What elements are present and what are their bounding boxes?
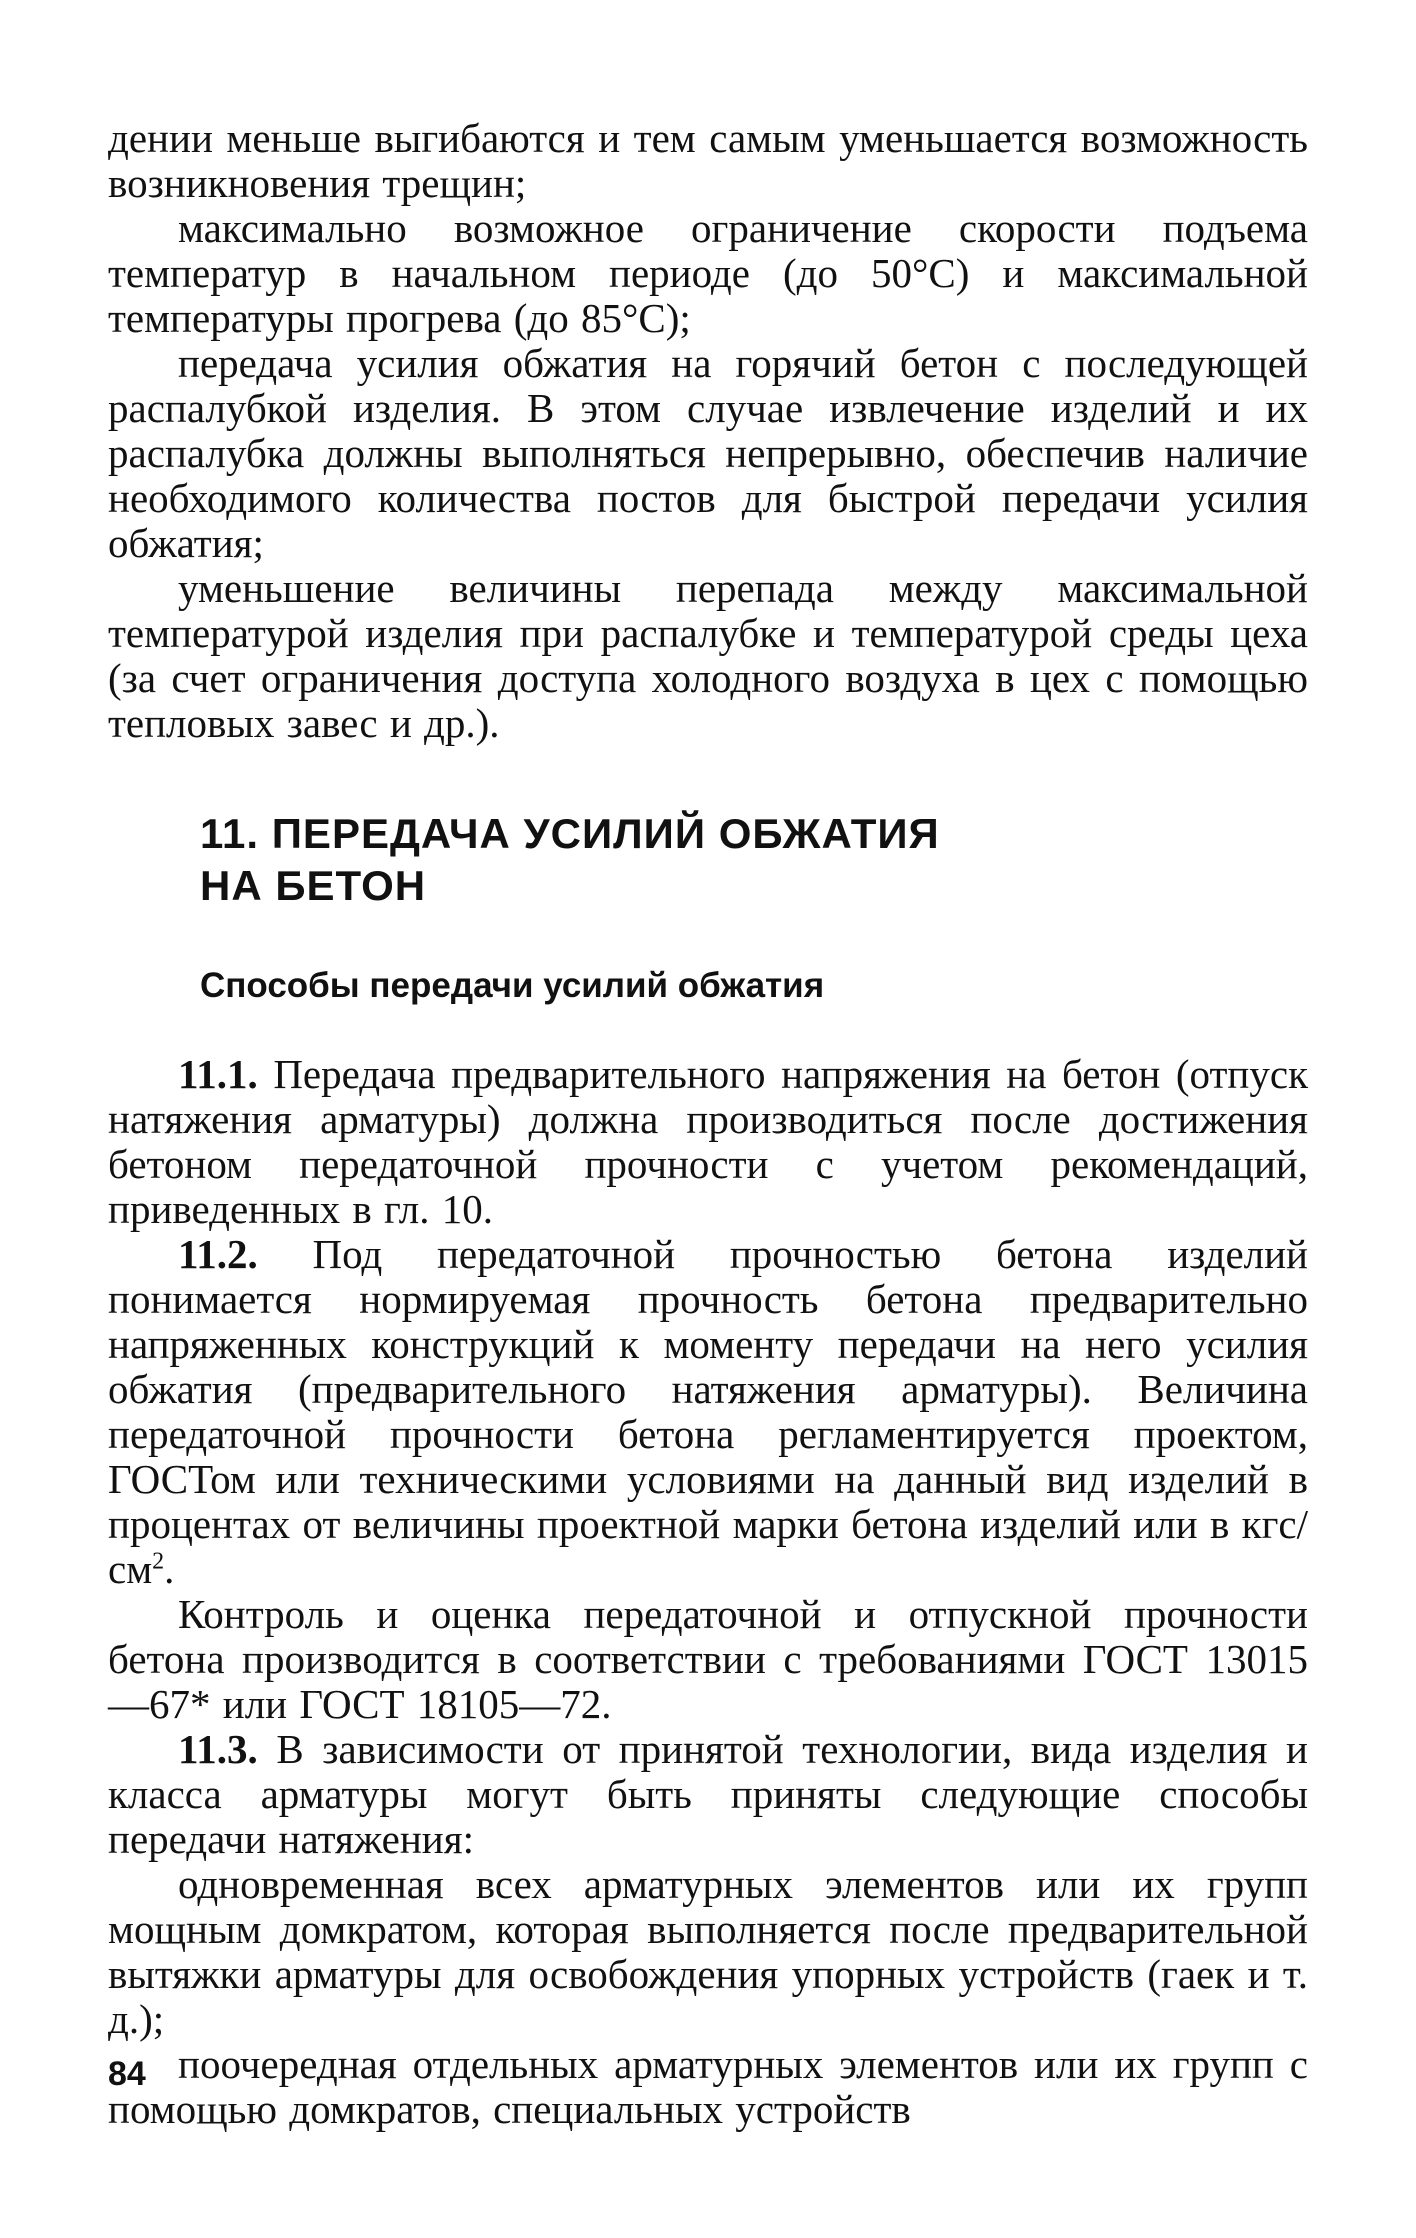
list-item-sequential: поочередная отдельных арматурных элементов или их групп с помощью домкратов, специальных устройств xyxy=(108,2041,1308,2132)
subsection-heading: Способы передачи усилий обжатия xyxy=(200,966,825,1005)
clause-end: . xyxy=(164,1546,175,1592)
list-item-simultaneous: одновременная всех арматурных элементов или их групп мощным домкратом, которая выполняется после предварительной вытяжки арматуры для освобождения упорных устройств (гаек и т. д.); xyxy=(108,1861,1308,2042)
paragraph-temperature-difference: уменьшение величины перепада между максимальной температурой изделия при распалубке и температурой среды цеха (за счет ограничения доступа холодного воздуха в цех с помощью тепловых завес и др.). xyxy=(108,565,1308,746)
clause-11-2 xyxy=(108,1232,1308,1592)
clause-11-3 xyxy=(108,1727,1308,1862)
clause-number: 11.2. xyxy=(178,1231,258,1277)
section-heading xyxy=(200,808,1308,912)
section-heading-line2: НА БЕТОН xyxy=(200,862,427,909)
page-number: 84 xyxy=(108,2055,146,2093)
clause-11-1 xyxy=(108,1052,1308,1232)
clause-text: Передача предварительного напряжения на бетон (отпуск натяжения арматуры) должна производиться после достижения бетоном передаточной прочности с учетом рекомендаций, приведенных в гл. 10. xyxy=(108,1051,1308,1232)
clause-number: 11.1. xyxy=(178,1051,258,1097)
section-heading-line1: 11. ПЕРЕДАЧА УСИЛИЙ ОБЖАТИЯ xyxy=(200,810,940,857)
paragraph-hot-concrete-transfer: передача усилия обжатия на горячий бетон с последующей распалубкой изделия. В этом случае извлечение изделий и их распалубка должны выполняться непрерывно, обеспечив наличие необходимого количества постов для быстрой передачи усилия обжатия; xyxy=(108,340,1308,566)
paragraph-temperature-limit: максимально возможное ограничение скорости подъема температур в начальном периоде (до 50°С) и максимальной температуры прогрева (до 85°С); xyxy=(108,205,1308,341)
clause-number: 11.3. xyxy=(178,1726,258,1772)
paragraph-control: Контроль и оценка передаточной и отпускной прочности бетона производится в соответствии с требованиями ГОСТ 13015—67* или ГОСТ 18105—72. xyxy=(108,1591,1308,1727)
page-content xyxy=(108,116,1308,2132)
paragraph-continuation: дении меньше выгибаются и тем самым уменьшается возможность возникновения трещин; xyxy=(108,115,1308,206)
clause-text: В зависимости от принятой технологии, вида изделия и класса арматуры могут быть приняты следующие способы передачи натяжения: xyxy=(108,1726,1308,1862)
superscript: 2 xyxy=(152,1548,165,1575)
clause-text: Под передаточной прочностью бетона изделий понимается нормируемая прочность бетона предварительно напряженных конструкций к моменту передачи на него усилия обжатия (предварительного натяжения арматуры). Величина передаточной прочности бетона регламентируется проектом, ГОСТом или техническими условиями на данный вид изделий в процентах от величины проектной марки бетона изделий или в кгс/см xyxy=(108,1231,1308,1592)
